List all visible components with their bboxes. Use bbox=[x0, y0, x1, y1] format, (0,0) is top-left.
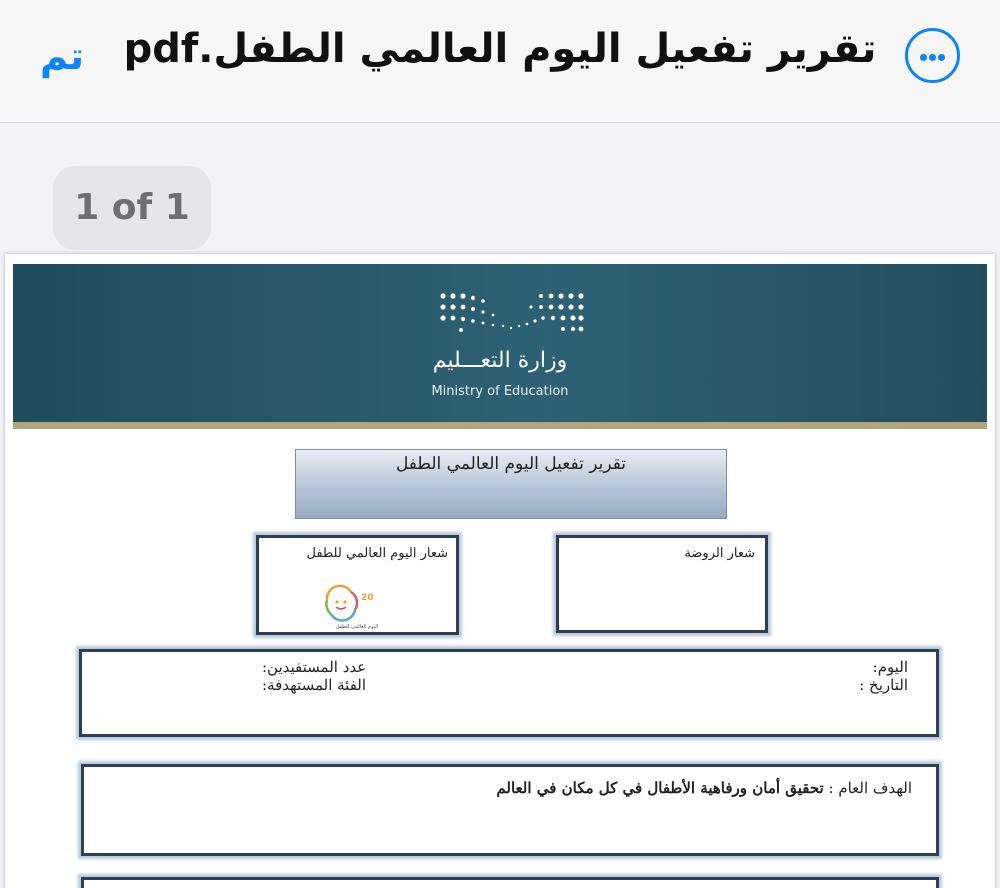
report-title-box bbox=[295, 449, 727, 519]
ellipsis-circle-icon[interactable] bbox=[905, 28, 960, 83]
info-frame bbox=[79, 649, 939, 737]
beneficiaries-label: عدد المستفيدين: bbox=[262, 658, 367, 676]
target-group-label: الفئة المستهدفة: bbox=[262, 676, 367, 694]
ministry-banner bbox=[13, 264, 987, 424]
document-title: تقرير تفعيل اليوم العالمي الطفل.pdf bbox=[123, 26, 877, 72]
pdf-page[interactable] bbox=[5, 254, 995, 888]
child-day-logo-icon bbox=[317, 580, 395, 632]
kindergarten-logo-frame bbox=[556, 535, 768, 633]
general-goal-line bbox=[496, 779, 912, 797]
child-day-logo-frame bbox=[256, 535, 459, 635]
navigation-bar bbox=[0, 0, 1000, 123]
child-day-logo-label: شعار اليوم العالمي للطفل bbox=[306, 546, 448, 561]
banner-divider bbox=[13, 422, 987, 429]
general-goal-label: الهدف العام : bbox=[823, 779, 912, 797]
child-day-logo-caption: اليوم العالمي للطفل bbox=[335, 624, 379, 630]
day-label: اليوم: bbox=[872, 658, 908, 676]
ministry-logo-icon bbox=[431, 288, 591, 338]
next-section-frame bbox=[81, 877, 939, 888]
child-day-logo-number: 20 bbox=[361, 593, 374, 603]
ministry-name-arabic: وزارة التعـــليم bbox=[432, 348, 568, 373]
date-label: التاريخ : bbox=[859, 676, 908, 694]
general-goal-value: تحقيق أمان ورفاهية الأطفال في كل مكان في العالم bbox=[496, 779, 824, 797]
done-button[interactable]: تم bbox=[40, 34, 85, 78]
page-counter: 1 of 1 bbox=[53, 166, 211, 250]
kindergarten-logo-label: شعار الروضة bbox=[684, 546, 755, 561]
general-goal-frame bbox=[81, 764, 939, 856]
ministry-name-english: Ministry of Education bbox=[431, 384, 569, 399]
report-title: تقرير تفعيل اليوم العالمي الطفل bbox=[395, 454, 627, 474]
